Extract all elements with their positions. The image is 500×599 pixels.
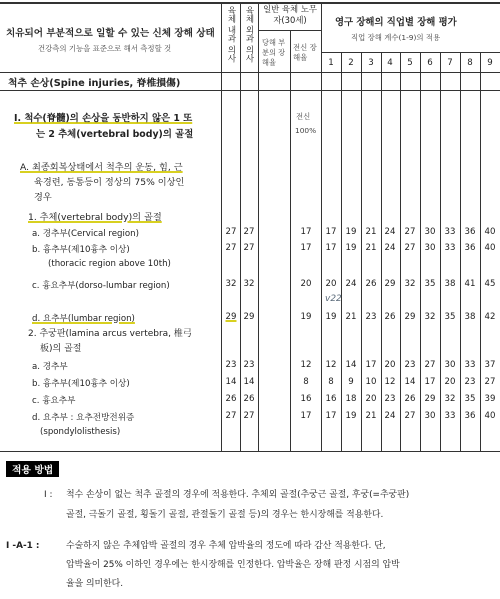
- row-label: b. 흉추부(제10흉추 이상): [32, 245, 130, 255]
- table-top-border: [0, 2, 500, 4]
- item1-total-value: 100%: [295, 126, 317, 135]
- job-value: 29: [384, 279, 396, 289]
- job-value: 27: [404, 243, 416, 253]
- internal-value: 23: [225, 360, 237, 370]
- rule1-line2: 골절, 극돌기 골절, 횡돌기 골절, 관절돌기 골절 등)의 경우는 한시장해를 적용한다.: [66, 510, 384, 520]
- internal-value: 27: [225, 227, 237, 237]
- internal-value: 14: [225, 377, 237, 387]
- job-value: 30: [424, 243, 436, 253]
- job-value: 27: [484, 377, 496, 387]
- job-value: 38: [444, 279, 456, 289]
- job-value: 20: [384, 360, 396, 370]
- job-value: 40: [484, 243, 496, 253]
- table-bottom-border: [0, 451, 500, 452]
- job-value: 24: [384, 243, 396, 253]
- total-value: 12: [300, 360, 312, 370]
- item1-line2: 는 2 추체(vertebral body)의 골절: [36, 129, 194, 140]
- rule2-line2: 압박율이 25% 이하인 경우에는 한시장해를 인정한다. 압박율은 장해 판정 시점의 압박: [66, 560, 400, 570]
- job-number-5: 5: [407, 58, 413, 68]
- job-value: 9: [348, 377, 354, 387]
- rule2-line3: 율을 의미한다.: [66, 579, 124, 589]
- header-permanent-title: 영구 장해의 직업별 장해 평가: [335, 17, 457, 28]
- job-number-7: 7: [447, 58, 453, 68]
- job-value: 33: [444, 227, 456, 237]
- job-value: 42: [484, 312, 496, 322]
- job-value: 24: [384, 227, 396, 237]
- surgical-value: 27: [243, 411, 255, 421]
- job-value: 23: [384, 394, 396, 404]
- internal-value: 27: [225, 411, 237, 421]
- surgical-value: 26: [243, 394, 255, 404]
- job-value: 33: [444, 411, 456, 421]
- sub1-label: 1. 추체(vertebral body)의 골절: [28, 212, 162, 223]
- itemA-line2: 육경련, 동통등이 정상의 75% 이상인: [34, 177, 185, 188]
- total-value: 8: [303, 377, 309, 387]
- job-value: 37: [484, 360, 496, 370]
- job-value: 29: [424, 394, 436, 404]
- col-divider-partial: [290, 30, 291, 451]
- job-value: 24: [345, 279, 357, 289]
- header-total-disability: 전신 장해율: [293, 43, 317, 62]
- job-number-6: 6: [427, 58, 433, 68]
- rule2-line1: 수술하지 않은 추체압박 골절의 경우 추체 압박율의 정도에 따라 감산 적용한다. 단,: [66, 541, 386, 551]
- rule1-line1: 척수 손상이 없는 척추 골절의 경우에 적용한다. 추체외 골절(추궁근 골절, 후궁(=추궁판): [66, 490, 410, 500]
- job-value: 36: [464, 243, 476, 253]
- job-value: 36: [464, 411, 476, 421]
- job-value: 27: [424, 360, 436, 370]
- job-value: 27: [404, 227, 416, 237]
- row-label-secondary: (thoracic region above 10th): [48, 259, 171, 269]
- job-number-divider: [321, 52, 500, 53]
- job-value: 32: [444, 394, 456, 404]
- row-label: c. 흉요추부(dorso-lumbar region): [32, 281, 170, 291]
- row-label: a. 경추부: [32, 362, 68, 372]
- job-value: 26: [384, 312, 396, 322]
- job-number-3: 3: [368, 58, 374, 68]
- surgical-value: 23: [243, 360, 255, 370]
- job-value: 20: [444, 377, 456, 387]
- job-value: 35: [444, 312, 456, 322]
- total-value: 19: [300, 312, 312, 322]
- job-value: 19: [345, 411, 357, 421]
- header-general-worker: 일반 육체 노무자(30세): [263, 4, 317, 25]
- job-value: 19: [325, 312, 337, 322]
- job-value: 23: [404, 360, 416, 370]
- job-value: 21: [345, 312, 357, 322]
- section-divider: [0, 90, 500, 91]
- job-value: 16: [325, 394, 337, 404]
- header-col-surgical: 육체 외과 의사: [244, 6, 254, 63]
- job-value: 35: [424, 279, 436, 289]
- job-value: 27: [404, 411, 416, 421]
- job-value: 40: [484, 411, 496, 421]
- job-value: 36: [464, 227, 476, 237]
- job-value: 21: [365, 227, 377, 237]
- job-value: 40: [484, 227, 496, 237]
- table-header-bottom-border: [0, 72, 500, 73]
- header-left-subtitle: 건강측의 기능을 표준으로 해서 측정할 것: [38, 44, 172, 53]
- application-method-badge: 적용 방법: [6, 461, 59, 477]
- item1-line1: I. 척수(脊髓)의 손상을 동반하지 않은 1 또: [14, 113, 193, 124]
- job-value: 19: [345, 227, 357, 237]
- total-value: 16: [300, 394, 312, 404]
- sub2-line1: 2. 추궁판(lamina arcus vertebra, 椎弓: [28, 329, 192, 339]
- job-value: 12: [384, 377, 396, 387]
- row-label: d. 요추부(lumbar region): [32, 314, 135, 324]
- internal-value: 29: [225, 312, 237, 322]
- job-value: 18: [345, 394, 357, 404]
- job-value: 35: [464, 394, 476, 404]
- job-value: 30: [424, 227, 436, 237]
- job-value: 26: [404, 394, 416, 404]
- job-value: 10: [365, 377, 377, 387]
- job-value: 32: [424, 312, 436, 322]
- item1-total-label: 전신: [296, 112, 311, 121]
- total-value: 17: [300, 411, 312, 421]
- job-value: 17: [424, 377, 436, 387]
- job-number-4: 4: [387, 58, 393, 68]
- total-value: 17: [300, 243, 312, 253]
- job-value: 17: [325, 227, 337, 237]
- total-value: 17: [300, 227, 312, 237]
- row-label-secondary: (spondylolisthesis): [40, 427, 121, 437]
- row-label: c. 흉요추부: [32, 396, 76, 406]
- job-number-2: 2: [348, 58, 354, 68]
- job-number-1: 1: [328, 58, 334, 68]
- job-value: 45: [484, 279, 496, 289]
- rule2-code: I -A-1 :: [6, 541, 40, 551]
- surgical-value: 27: [243, 227, 255, 237]
- job-value: 8: [328, 377, 334, 387]
- surgical-value: 32: [243, 279, 255, 289]
- section-title: 척추 손상(Spine injuries, 脊椎損傷): [8, 78, 181, 89]
- job-value: 14: [404, 377, 416, 387]
- sub2-line2: 板)의 골절: [40, 344, 82, 354]
- row-label: b. 흉추부(제10흉추 이상): [32, 379, 130, 389]
- job-value: 30: [424, 411, 436, 421]
- job-value: 26: [365, 279, 377, 289]
- header-col-internal: 육체 내과 의사: [226, 6, 236, 63]
- itemA-line1: A. 최종회복상태에서 척추의 운동, 힘, 근: [20, 162, 183, 173]
- job-value: 12: [325, 360, 337, 370]
- job-value: 17: [365, 360, 377, 370]
- row-label: a. 경추부(Cervical region): [32, 229, 139, 239]
- job-value: 21: [365, 243, 377, 253]
- surgical-value: 27: [243, 243, 255, 253]
- itemA-line3: 경우: [34, 192, 52, 203]
- job-value: 19: [345, 243, 357, 253]
- job-value: 20: [325, 279, 337, 289]
- job-value: 20: [365, 394, 377, 404]
- job-value: 33: [444, 243, 456, 253]
- job-value: 33: [464, 360, 476, 370]
- total-value: 20: [300, 279, 312, 289]
- job-value: 30: [444, 360, 456, 370]
- surgical-value: 29: [243, 312, 255, 322]
- job-value: 29: [404, 312, 416, 322]
- handwritten-annotation: v22: [325, 294, 342, 304]
- header-partial-disability: 당해 부분의 장해율: [262, 38, 286, 67]
- job-value: 32: [404, 279, 416, 289]
- job-value: 24: [384, 411, 396, 421]
- header-permanent-subtitle: 직업 장해 계수(1-9)의 적용: [351, 33, 441, 42]
- job-value: 39: [484, 394, 496, 404]
- job-number-8: 8: [467, 58, 473, 68]
- job-value: 23: [365, 312, 377, 322]
- internal-value: 27: [225, 243, 237, 253]
- job-value: 38: [464, 312, 476, 322]
- header-left-title: 치유되어 부분적으로 일할 수 있는 신체 장해 상태: [6, 28, 215, 39]
- internal-value: 32: [225, 279, 237, 289]
- job-value: 41: [464, 279, 476, 289]
- job-value: 14: [345, 360, 357, 370]
- col-divider-surgical: [258, 2, 259, 451]
- job-number-9: 9: [487, 58, 493, 68]
- rule1-code: I :: [44, 490, 53, 500]
- job-value: 23: [464, 377, 476, 387]
- row-label: d. 요추부 : 요추전방전위증: [32, 413, 135, 423]
- job-value: 17: [325, 411, 337, 421]
- job-value: 17: [325, 243, 337, 253]
- internal-value: 26: [225, 394, 237, 404]
- job-value: 21: [365, 411, 377, 421]
- surgical-value: 14: [243, 377, 255, 387]
